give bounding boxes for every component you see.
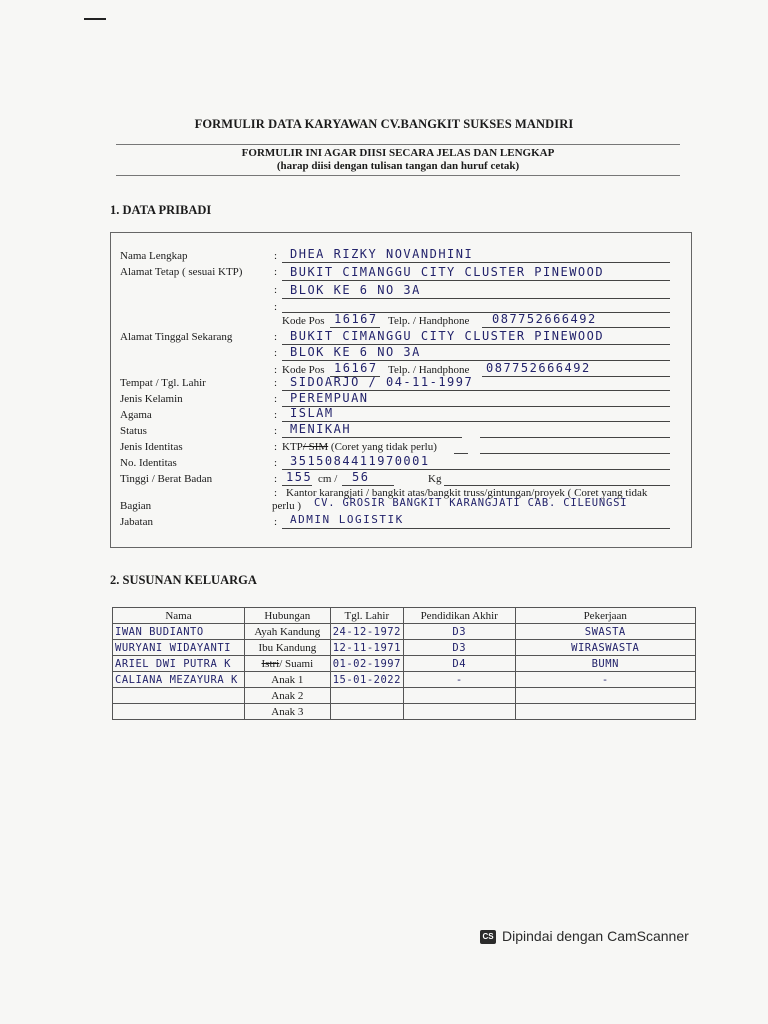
berat-value[interactable]: 56	[352, 470, 370, 484]
agama-label: Agama	[120, 409, 152, 421]
bagian-label: Bagian	[120, 500, 152, 512]
ttl-value[interactable]: SIDOARJO / 04-11-1997	[290, 375, 474, 389]
table-row	[113, 624, 696, 640]
status-label: Status	[120, 425, 147, 437]
table-row	[113, 640, 696, 656]
hubungan-value: / Suami	[279, 657, 314, 670]
cell-pekerjaan[interactable]: -	[515, 672, 695, 688]
kg-unit: Kg	[428, 473, 442, 485]
table-row	[113, 688, 696, 704]
alamat-tetap-line-2[interactable]: BLOK KE 6 NO 3A	[290, 283, 421, 297]
header-pendidikan: Pendidikan Akhir	[403, 608, 515, 624]
tinggi-value[interactable]: 155	[286, 470, 313, 484]
cell-nama[interactable]: WURYANI WIDAYANTI	[113, 640, 245, 656]
alamat-tinggal-label: Alamat Tinggal Sekarang	[120, 331, 233, 343]
cell-pendidikan[interactable]: -	[403, 672, 515, 688]
telp-1-value[interactable]: 087752666492	[492, 312, 597, 326]
jenis-identitas-sim: / SIM	[302, 441, 329, 453]
header-nama: Nama	[113, 608, 245, 624]
alamat-tetap-label: Alamat Tetap ( sesuai KTP)	[120, 266, 243, 278]
bagian-note-line-1: Kantor karangjati / bangkit atas/bangkit truss/gintungan/proyek ( Coret yang tidak	[286, 487, 648, 499]
jenis-kelamin-label: Jenis Kelamin	[120, 393, 183, 405]
nama-line	[282, 262, 670, 263]
cell-hubungan: Ayah Kandung	[244, 624, 330, 640]
nama-value[interactable]: DHEA RIZKY NOVANDHINI	[290, 247, 474, 261]
scan-mark	[84, 18, 106, 20]
jenis-identitas-note: (Coret yang tidak perlu)	[330, 441, 437, 453]
bagian-value[interactable]: CV. GROSIR BANGKIT KARANGJATI CAB. CILEUNGSI	[314, 497, 628, 509]
header-hubungan: Hubungan	[244, 608, 330, 624]
cell-hubungan: Anak 2	[244, 688, 330, 704]
telp-2-label: Telp. / Handphone	[388, 364, 470, 376]
section-data-pribadi-title: 1. DATA PRIBADI	[110, 203, 212, 217]
cell-tgl-lahir[interactable]: 01-02-1997	[330, 656, 403, 672]
cm-unit: cm /	[318, 473, 338, 485]
cell-tgl-lahir[interactable]	[330, 688, 403, 704]
header-pekerjaan: Pekerjaan	[515, 608, 695, 624]
cell-pendidikan[interactable]	[403, 704, 515, 720]
cell-pekerjaan[interactable]	[515, 688, 695, 704]
section-susunan-keluarga-title: 2. SUSUNAN KELUARGA	[110, 573, 257, 587]
cell-pendidikan[interactable]: D4	[403, 656, 515, 672]
camscanner-logo-icon: CS	[480, 930, 496, 944]
form-title: FORMULIR DATA KARYAWAN CV.BANGKIT SUKSES MANDIRI	[194, 117, 574, 131]
jenis-kelamin-value[interactable]: PEREMPUAN	[290, 391, 369, 405]
cell-hubungan: Ibu Kandung	[244, 640, 330, 656]
jenis-identitas-options	[282, 441, 437, 453]
notice-line-2: (harap diisi dengan tulisan tangan dan huruf cetak)	[276, 160, 520, 172]
cell-pekerjaan[interactable]: SWASTA	[515, 624, 695, 640]
cell-nama[interactable]	[113, 688, 245, 704]
cell-nama[interactable]: CALIANA MEZAYURA K	[113, 672, 245, 688]
tinggi-berat-label: Tinggi / Berat Badan	[120, 473, 213, 485]
kode-pos-2-value[interactable]: 16167	[334, 361, 378, 375]
jenis-identitas-label: Jenis Identitas	[120, 441, 183, 453]
camscanner-watermark: Dipindai dengan CamScanner	[502, 928, 689, 944]
status-value[interactable]: MENIKAH	[290, 422, 352, 436]
kode-pos-2-label: Kode Pos	[282, 364, 325, 376]
family-table	[112, 607, 696, 720]
table-row	[113, 656, 696, 672]
cell-pendidikan[interactable]: D3	[403, 624, 515, 640]
cell-tgl-lahir[interactable]: 12-11-1971	[330, 640, 403, 656]
cell-hubungan: Anak 3	[244, 704, 330, 720]
family-table-header	[113, 608, 696, 624]
alamat-tinggal-line-1[interactable]: BUKIT CIMANGGU CITY CLUSTER PINEWOOD	[290, 329, 605, 343]
cell-tgl-lahir[interactable]	[330, 704, 403, 720]
no-identitas-value[interactable]: 3515084411970001	[290, 454, 430, 468]
jabatan-value[interactable]: ADMIN LOGISTIK	[290, 513, 404, 526]
cell-pekerjaan[interactable]	[515, 704, 695, 720]
bagian-note-line-2: perlu )	[272, 500, 302, 512]
instruction-notice	[116, 144, 680, 176]
cell-pekerjaan[interactable]: BUMN	[515, 656, 695, 672]
agama-value[interactable]: ISLAM	[290, 406, 334, 420]
nama-label: Nama Lengkap	[120, 250, 188, 262]
cell-tgl-lahir[interactable]: 24-12-1972	[330, 624, 403, 640]
cell-nama[interactable]: ARIEL DWI PUTRA K	[113, 656, 245, 672]
telp-1-label: Telp. / Handphone	[388, 315, 470, 327]
hubungan-struck: Istri	[261, 657, 280, 670]
cell-hubungan	[244, 656, 330, 672]
alamat-tetap-line-1[interactable]: BUKIT CIMANGGU CITY CLUSTER PINEWOOD	[290, 265, 605, 279]
kode-pos-1-value[interactable]: 16167	[334, 312, 378, 326]
jabatan-label: Jabatan	[120, 516, 153, 528]
cell-nama[interactable]	[113, 704, 245, 720]
cell-pendidikan[interactable]: D3	[403, 640, 515, 656]
no-identitas-label: No. Identitas	[120, 457, 177, 469]
table-row	[113, 704, 696, 720]
cell-hubungan: Anak 1	[244, 672, 330, 688]
telp-2-value[interactable]: 087752666492	[486, 361, 591, 375]
jenis-identitas-ktp: KTP	[282, 441, 303, 453]
cell-pendidikan[interactable]	[403, 688, 515, 704]
notice-line-1: FORMULIR INI AGAR DIISI SECARA JELAS DAN LENGKAP	[241, 147, 555, 159]
kode-pos-1-label: Kode Pos	[282, 315, 325, 327]
cell-nama[interactable]: IWAN BUDIANTO	[113, 624, 245, 640]
table-row	[113, 672, 696, 688]
alamat-tinggal-line-2[interactable]: BLOK KE 6 NO 3A	[290, 345, 421, 359]
header-tgl-lahir: Tgl. Lahir	[330, 608, 403, 624]
cell-pekerjaan[interactable]: WIRASWASTA	[515, 640, 695, 656]
cell-tgl-lahir[interactable]: 15-01-2022	[330, 672, 403, 688]
ttl-label: Tempat / Tgl. Lahir	[120, 377, 206, 389]
